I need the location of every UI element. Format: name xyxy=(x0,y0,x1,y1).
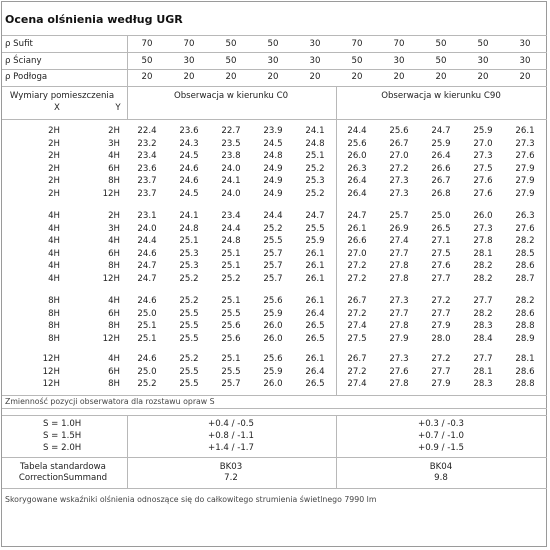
ugr-value: 25.6 xyxy=(263,296,283,306)
ugr-value: 24.9 xyxy=(263,188,283,199)
ugr-value: 25.5 xyxy=(179,366,199,377)
ugr-value: 25.1 xyxy=(221,296,241,306)
ugr-value: 27.3 xyxy=(389,188,409,199)
reflectance-label: ρ Podłoga xyxy=(5,72,48,82)
ugr-value: 23.4 xyxy=(137,151,157,161)
ugr-value: 25.0 xyxy=(431,211,451,221)
dimension-y-value: 12H xyxy=(102,273,120,284)
reflectance-value: 70 xyxy=(183,39,195,49)
ugr-value: 26.1 xyxy=(515,126,535,136)
ugr-value: 28.3 xyxy=(473,321,493,331)
dimension-y-value: 4H xyxy=(108,354,120,364)
dimension-y-value: 12H xyxy=(102,188,120,199)
dimension-y-value: 4H xyxy=(108,296,120,306)
reflectance-value: 30 xyxy=(309,56,321,66)
ugr-value: 28.6 xyxy=(515,366,535,377)
ugr-value: 25.3 xyxy=(305,176,325,186)
reflectance-value: 20 xyxy=(519,72,531,82)
ugr-value: 25.2 xyxy=(305,163,325,174)
column-divider-middle xyxy=(336,86,337,395)
reflectance-value: 50 xyxy=(141,56,153,66)
variation-c90: +0.9 / -1.5 xyxy=(418,443,464,453)
ugr-value: 26.8 xyxy=(431,188,451,199)
dimension-x-value: 12H xyxy=(42,366,60,377)
reflectance-label: ρ Ściany xyxy=(5,56,42,66)
ugr-value: 27.8 xyxy=(389,379,409,389)
variation-c0: +0.8 / -1.1 xyxy=(208,431,254,441)
dimension-y-value: 8H xyxy=(108,176,120,186)
ugr-value: 24.7 xyxy=(305,211,325,221)
dimension-y-value: 4H xyxy=(108,151,120,161)
ugr-value: 28.1 xyxy=(515,354,535,364)
ugr-value: 24.4 xyxy=(347,126,367,136)
ugr-value: 28.5 xyxy=(515,248,535,259)
dimension-x-value: 4H xyxy=(48,273,60,284)
ugr-value: 25.9 xyxy=(263,308,283,319)
observation-c90-header: Obserwacja w kierunku C90 xyxy=(381,91,501,101)
ugr-value: 28.9 xyxy=(515,333,535,344)
ugr-value: 28.6 xyxy=(515,308,535,319)
ugr-value: 24.4 xyxy=(137,236,157,246)
ugr-value: 28.2 xyxy=(473,308,493,319)
ugr-value: 24.5 xyxy=(179,151,199,161)
ugr-value: 25.0 xyxy=(137,308,157,319)
reflectance-value: 20 xyxy=(225,72,237,82)
ugr-value: 24.1 xyxy=(305,126,325,136)
reflectance-value: 30 xyxy=(183,56,195,66)
ugr-value: 25.1 xyxy=(137,333,157,344)
ugr-value: 27.2 xyxy=(431,296,451,306)
ugr-value: 24.5 xyxy=(263,138,283,149)
dimension-y-value: 4H xyxy=(108,236,120,246)
ugr-value: 23.5 xyxy=(221,138,241,149)
ugr-value: 24.9 xyxy=(263,163,283,174)
reflectance-value: 50 xyxy=(225,56,237,66)
ugr-value: 24.3 xyxy=(179,138,199,149)
reflectance-value: 70 xyxy=(393,39,405,49)
ugr-value: 23.4 xyxy=(221,211,241,221)
ugr-value: 25.1 xyxy=(179,236,199,246)
ugr-value: 25.2 xyxy=(137,379,157,389)
reflectance-value: 50 xyxy=(435,56,447,66)
ugr-value: 27.8 xyxy=(389,321,409,331)
ugr-value: 26.9 xyxy=(389,223,409,234)
ugr-value: 24.4 xyxy=(263,211,283,221)
ugr-value: 27.0 xyxy=(347,248,367,259)
ugr-value: 25.6 xyxy=(221,321,241,331)
ugr-value: 25.7 xyxy=(263,273,283,284)
ugr-value: 25.2 xyxy=(263,223,283,234)
ugr-value: 25.6 xyxy=(389,126,409,136)
ugr-value: 24.6 xyxy=(137,354,157,364)
ugr-value: 27.9 xyxy=(515,188,535,199)
correction-summand-label: CorrectionSummand xyxy=(18,473,108,483)
ugr-value: 27.4 xyxy=(389,236,409,246)
ugr-value: 27.3 xyxy=(473,223,493,234)
ugr-value: 26.0 xyxy=(473,211,493,221)
ugr-value: 28.3 xyxy=(473,379,493,389)
ugr-value: 27.5 xyxy=(347,333,367,344)
reflectance-value: 70 xyxy=(351,39,363,49)
ugr-value: 27.7 xyxy=(473,354,493,364)
ugr-value: 27.9 xyxy=(515,163,535,174)
page-title: Ocena olśnienia według UGR xyxy=(5,13,183,26)
ugr-value: 24.0 xyxy=(221,188,241,199)
reflectance-value: 50 xyxy=(477,39,489,49)
reflectance-value: 30 xyxy=(309,39,321,49)
reflectance-value: 20 xyxy=(183,72,195,82)
ugr-value: 27.7 xyxy=(389,308,409,319)
ugr-value: 27.0 xyxy=(473,138,493,149)
ugr-value: 25.7 xyxy=(263,248,283,259)
dimension-x-value: 8H xyxy=(48,321,60,331)
ugr-value: 25.9 xyxy=(431,138,451,149)
ugr-value: 25.1 xyxy=(221,248,241,259)
ugr-value: 25.6 xyxy=(221,333,241,344)
ugr-value: 27.5 xyxy=(431,248,451,259)
ugr-value: 23.7 xyxy=(137,176,157,186)
ugr-value: 26.0 xyxy=(347,151,367,161)
ugr-value: 25.2 xyxy=(179,354,199,364)
ugr-value: 28.6 xyxy=(515,261,535,271)
dimension-x-value: 2H xyxy=(48,138,60,149)
correction-summand-c90: 9.8 xyxy=(434,473,448,483)
dimension-x-value: 4H xyxy=(48,223,60,234)
ugr-value: 27.3 xyxy=(389,176,409,186)
variation-note: Zmienność pozycji obserwatora dla rozstawu opraw S xyxy=(5,397,215,406)
ugr-value: 25.9 xyxy=(263,366,283,377)
ugr-value: 24.8 xyxy=(179,223,199,234)
ugr-value: 24.7 xyxy=(137,261,157,271)
reflectance-value: 20 xyxy=(435,72,447,82)
dimension-x-value: 12H xyxy=(42,379,60,389)
ugr-value: 24.5 xyxy=(179,188,199,199)
dimension-y-value: 6H xyxy=(108,308,120,319)
ugr-value: 27.2 xyxy=(347,366,367,377)
dimension-x-value: 8H xyxy=(48,296,60,306)
ugr-value: 24.6 xyxy=(179,163,199,174)
variation-c90: +0.7 / -1.0 xyxy=(418,431,464,441)
ugr-value: 24.4 xyxy=(221,223,241,234)
ugr-value: 27.6 xyxy=(473,176,493,186)
ugr-value: 23.7 xyxy=(137,188,157,199)
ugr-value: 25.5 xyxy=(221,366,241,377)
observation-c0-header: Obserwacja w kierunku C0 xyxy=(173,91,289,101)
ugr-value: 27.9 xyxy=(389,333,409,344)
ugr-value: 23.2 xyxy=(137,138,157,149)
ugr-value: 27.3 xyxy=(515,138,535,149)
ugr-value: 26.0 xyxy=(263,321,283,331)
ugr-value: 25.7 xyxy=(221,379,241,389)
standard-table-label: Tabela standardowa xyxy=(20,462,106,472)
spacing-label: S = 2.0H xyxy=(43,443,82,453)
ugr-value: 27.7 xyxy=(431,366,451,377)
reflectance-value: 20 xyxy=(141,72,153,82)
reflectance-label: ρ Sufit xyxy=(5,39,33,49)
dimension-y-value: 2H xyxy=(108,211,120,221)
footer-note: Skorygowane wskaźniki olśnienia odnoszące się do całkowitego strumienia świetlnego 7990 lm xyxy=(5,495,377,504)
ugr-value: 25.2 xyxy=(305,188,325,199)
ugr-value: 26.4 xyxy=(347,176,367,186)
ugr-value: 27.2 xyxy=(431,354,451,364)
ugr-value: 25.5 xyxy=(305,223,325,234)
ugr-value: 25.6 xyxy=(347,138,367,149)
ugr-value: 25.3 xyxy=(179,248,199,259)
reflectance-value: 50 xyxy=(225,39,237,49)
ugr-value: 27.8 xyxy=(389,261,409,271)
ugr-value: 28.0 xyxy=(431,333,451,344)
column-divider-left xyxy=(127,415,128,488)
correction-summand-c0: 7.2 xyxy=(224,473,238,483)
ugr-value: 26.5 xyxy=(305,379,325,389)
ugr-value: 26.0 xyxy=(263,379,283,389)
dimension-y-header: Y xyxy=(115,103,121,113)
spacing-label: S = 1.5H xyxy=(43,431,82,441)
ugr-value: 26.3 xyxy=(347,163,367,174)
ugr-value: 25.5 xyxy=(221,308,241,319)
reflectance-value: 20 xyxy=(477,72,489,82)
ugr-value: 25.0 xyxy=(137,366,157,377)
ugr-value: 24.6 xyxy=(179,176,199,186)
row-divider xyxy=(2,119,547,120)
column-divider-left xyxy=(127,35,128,119)
ugr-value: 27.9 xyxy=(515,176,535,186)
ugr-value: 23.8 xyxy=(221,151,241,161)
ugr-value: 26.6 xyxy=(431,163,451,174)
reflectance-value: 30 xyxy=(267,56,279,66)
dimension-x-value: 2H xyxy=(48,176,60,186)
dimension-y-value: 12H xyxy=(102,333,120,344)
dimension-x-value: 12H xyxy=(42,354,60,364)
standard-table-c90: BK04 xyxy=(429,462,453,472)
ugr-value: 27.9 xyxy=(431,321,451,331)
reflectance-value: 30 xyxy=(477,56,489,66)
ugr-value: 28.2 xyxy=(515,236,535,246)
ugr-value: 25.9 xyxy=(305,236,325,246)
reflectance-value: 30 xyxy=(519,56,531,66)
ugr-value: 27.5 xyxy=(473,163,493,174)
ugr-value: 28.8 xyxy=(515,379,535,389)
row-divider xyxy=(2,488,547,489)
row-divider xyxy=(2,457,547,458)
row-divider xyxy=(2,408,547,409)
standard-table-c0: BK03 xyxy=(219,462,243,472)
ugr-value: 27.6 xyxy=(431,261,451,271)
ugr-value: 23.9 xyxy=(263,126,283,136)
ugr-value: 25.1 xyxy=(137,321,157,331)
ugr-value: 24.6 xyxy=(137,296,157,306)
ugr-value: 28.8 xyxy=(515,321,535,331)
ugr-value: 27.8 xyxy=(389,273,409,284)
ugr-value: 24.6 xyxy=(137,248,157,259)
row-divider xyxy=(2,35,547,36)
ugr-value: 27.0 xyxy=(389,151,409,161)
ugr-value: 23.1 xyxy=(137,211,157,221)
ugr-value: 26.5 xyxy=(305,321,325,331)
reflectance-value: 30 xyxy=(393,56,405,66)
ugr-value: 27.6 xyxy=(389,366,409,377)
ugr-value: 24.7 xyxy=(347,211,367,221)
ugr-value: 24.0 xyxy=(137,223,157,234)
ugr-value: 25.1 xyxy=(305,151,325,161)
dimension-y-value: 3H xyxy=(108,138,120,149)
ugr-value: 25.5 xyxy=(179,379,199,389)
dimension-x-value: 8H xyxy=(48,333,60,344)
ugr-value: 27.7 xyxy=(389,248,409,259)
ugr-value: 26.5 xyxy=(305,333,325,344)
ugr-value: 24.7 xyxy=(431,126,451,136)
ugr-value: 27.8 xyxy=(473,236,493,246)
dimension-x-value: 2H xyxy=(48,151,60,161)
dimension-x-value: 4H xyxy=(48,261,60,271)
variation-c0: +0.4 / -0.5 xyxy=(208,419,254,429)
dimension-y-value: 6H xyxy=(108,248,120,259)
dimension-x-value: 4H xyxy=(48,248,60,259)
ugr-value: 26.1 xyxy=(305,354,325,364)
ugr-value: 26.7 xyxy=(347,296,367,306)
reflectance-value: 50 xyxy=(435,39,447,49)
ugr-value: 26.1 xyxy=(305,261,325,271)
ugr-value: 26.1 xyxy=(305,273,325,284)
ugr-value: 24.7 xyxy=(137,273,157,284)
ugr-value: 26.4 xyxy=(347,188,367,199)
ugr-value: 26.1 xyxy=(347,223,367,234)
ugr-value: 26.3 xyxy=(515,211,535,221)
ugr-value: 26.7 xyxy=(431,176,451,186)
ugr-value: 27.6 xyxy=(515,151,535,161)
ugr-value: 26.1 xyxy=(305,296,325,306)
ugr-value: 28.1 xyxy=(473,248,493,259)
ugr-value: 25.7 xyxy=(263,261,283,271)
ugr-value: 24.0 xyxy=(221,163,241,174)
ugr-value: 22.4 xyxy=(137,126,157,136)
dimension-y-value: 8H xyxy=(108,321,120,331)
dimension-y-value: 2H xyxy=(108,126,120,136)
dimension-y-value: 3H xyxy=(108,223,120,234)
ugr-value: 25.5 xyxy=(263,236,283,246)
ugr-value: 28.2 xyxy=(473,261,493,271)
dimension-x-value: 2H xyxy=(48,188,60,199)
ugr-value: 28.4 xyxy=(473,333,493,344)
ugr-value: 26.6 xyxy=(347,236,367,246)
ugr-value: 27.2 xyxy=(347,261,367,271)
ugr-value: 25.2 xyxy=(179,296,199,306)
ugr-value: 25.3 xyxy=(179,261,199,271)
ugr-value: 27.3 xyxy=(473,151,493,161)
ugr-value: 25.7 xyxy=(389,211,409,221)
reflectance-value: 20 xyxy=(267,72,279,82)
ugr-value: 27.7 xyxy=(431,308,451,319)
ugr-value: 26.4 xyxy=(305,366,325,377)
ugr-value: 28.2 xyxy=(473,273,493,284)
row-divider xyxy=(2,69,547,70)
dimension-x-header: X xyxy=(54,103,60,113)
ugr-value: 25.1 xyxy=(221,354,241,364)
ugr-value: 24.1 xyxy=(179,211,199,221)
ugr-value: 26.5 xyxy=(431,223,451,234)
ugr-value: 25.2 xyxy=(221,273,241,284)
ugr-value: 27.1 xyxy=(431,236,451,246)
ugr-value: 25.5 xyxy=(179,321,199,331)
ugr-value: 27.7 xyxy=(431,273,451,284)
ugr-value: 27.7 xyxy=(473,296,493,306)
ugr-value: 27.2 xyxy=(389,163,409,174)
reflectance-value: 70 xyxy=(141,39,153,49)
ugr-value: 26.4 xyxy=(305,308,325,319)
dimension-x-value: 2H xyxy=(48,126,60,136)
ugr-value: 25.6 xyxy=(263,354,283,364)
reflectance-value: 50 xyxy=(351,56,363,66)
dimension-x-value: 4H xyxy=(48,236,60,246)
ugr-value: 26.0 xyxy=(263,333,283,344)
ugr-value: 25.9 xyxy=(473,126,493,136)
row-divider xyxy=(2,86,547,87)
dimensions-header: Wymiary pomieszczenia xyxy=(9,91,115,101)
reflectance-value: 30 xyxy=(519,39,531,49)
dimension-x-value: 8H xyxy=(48,308,60,319)
ugr-value: 25.5 xyxy=(179,333,199,344)
ugr-value: 27.2 xyxy=(347,273,367,284)
ugr-value: 24.8 xyxy=(305,138,325,149)
spacing-label: S = 1.0H xyxy=(43,419,82,429)
ugr-value: 27.2 xyxy=(347,308,367,319)
ugr-value: 28.7 xyxy=(515,273,535,284)
ugr-value: 23.6 xyxy=(179,126,199,136)
ugr-value: 23.6 xyxy=(137,163,157,174)
reflectance-value: 50 xyxy=(267,39,279,49)
ugr-value: 27.6 xyxy=(515,223,535,234)
ugr-value: 25.5 xyxy=(179,308,199,319)
variation-c0: +1.4 / -1.7 xyxy=(208,443,254,453)
ugr-value: 28.2 xyxy=(515,296,535,306)
ugr-value: 27.3 xyxy=(389,296,409,306)
row-divider xyxy=(2,52,547,53)
reflectance-value: 20 xyxy=(309,72,321,82)
ugr-value: 28.1 xyxy=(473,366,493,377)
ugr-value: 24.8 xyxy=(221,236,241,246)
dimension-y-value: 6H xyxy=(108,163,120,174)
column-divider-middle xyxy=(336,415,337,488)
ugr-value: 26.7 xyxy=(347,354,367,364)
dimension-y-value: 8H xyxy=(108,261,120,271)
dimension-y-value: 8H xyxy=(108,379,120,389)
row-divider xyxy=(2,415,547,416)
dimension-x-value: 2H xyxy=(48,163,60,174)
dimension-x-value: 4H xyxy=(48,211,60,221)
ugr-value: 26.1 xyxy=(305,248,325,259)
ugr-value: 26.7 xyxy=(389,138,409,149)
ugr-value: 27.4 xyxy=(347,379,367,389)
ugr-value: 26.4 xyxy=(431,151,451,161)
ugr-value: 27.3 xyxy=(389,354,409,364)
dimension-y-value: 6H xyxy=(108,366,120,377)
ugr-value: 22.7 xyxy=(221,126,241,136)
ugr-value: 27.9 xyxy=(431,379,451,389)
variation-c90: +0.3 / -0.3 xyxy=(418,419,464,429)
ugr-value: 25.2 xyxy=(179,273,199,284)
ugr-value: 24.1 xyxy=(221,176,241,186)
ugr-value: 27.6 xyxy=(473,188,493,199)
ugr-value: 25.1 xyxy=(221,261,241,271)
ugr-value: 27.4 xyxy=(347,321,367,331)
reflectance-value: 20 xyxy=(393,72,405,82)
ugr-value: 24.9 xyxy=(263,176,283,186)
ugr-value: 24.8 xyxy=(263,151,283,161)
reflectance-value: 20 xyxy=(351,72,363,82)
